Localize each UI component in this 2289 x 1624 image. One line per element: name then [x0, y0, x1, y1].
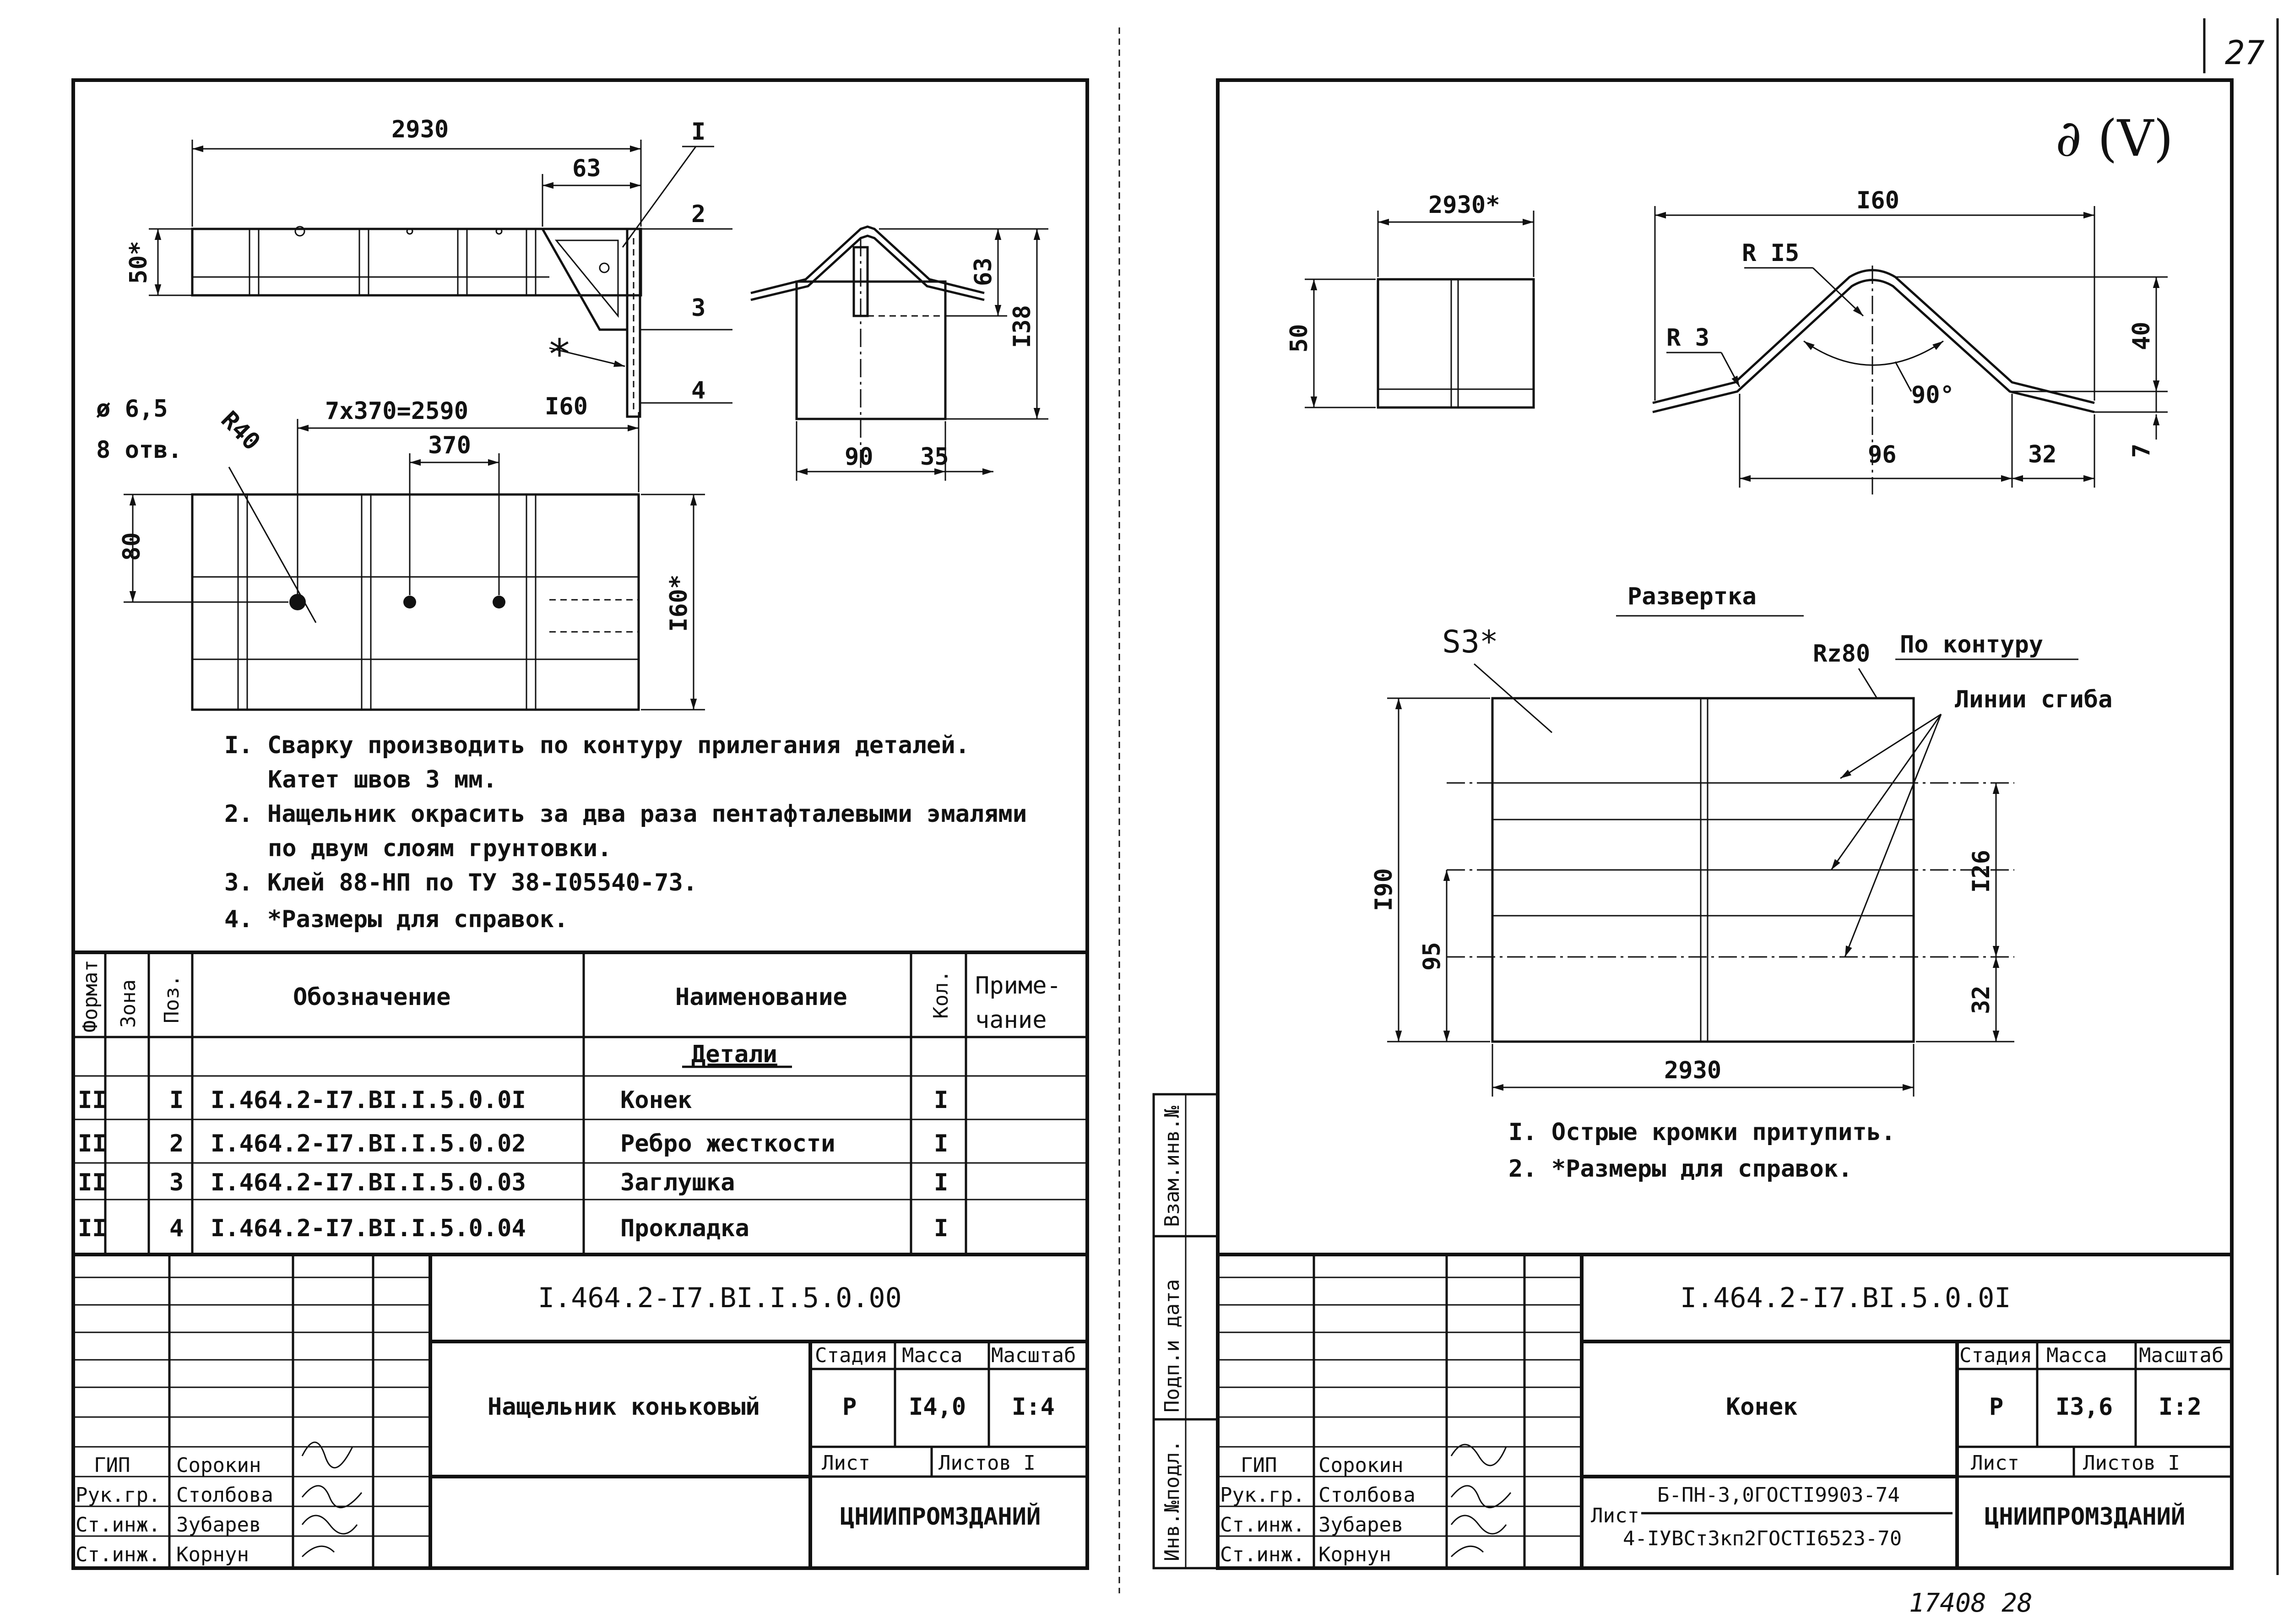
svg-text:Прокладка: Прокладка [620, 1215, 749, 1242]
radius-40: R40 [215, 406, 266, 456]
svg-text:3: 3 [169, 1169, 184, 1196]
dim-32-unfold: 32 [1968, 985, 1995, 1014]
svg-text:II: II [78, 1130, 107, 1157]
svg-text:Столбова: Столбова [176, 1483, 273, 1507]
title-name: Нащельник коньковый [488, 1393, 760, 1421]
material-line-2: 4-IУВСт3кп2ГОСТI6523-70 [1623, 1527, 1902, 1550]
mass-value: I4,0 [909, 1393, 966, 1421]
svg-text:Зубарев: Зубарев [1318, 1513, 1404, 1537]
left-note-4: 4. *Размеры для справок. [224, 906, 569, 933]
svg-text:I: I [169, 1086, 184, 1114]
left-note-1b: Катет швов 3 мм. [268, 766, 497, 793]
footer-note: 17408 28 [1909, 1588, 2033, 1618]
dim-63: 63 [572, 155, 601, 182]
svg-text:II: II [78, 1169, 107, 1196]
svg-text:Конек: Конек [620, 1086, 692, 1114]
hole-count: 8 отв. [96, 436, 182, 464]
svg-text:ГИП: ГИП [94, 1454, 130, 1477]
svg-text:Рук.гр.: Рук.гр. [76, 1483, 161, 1507]
spec-row [78, 1215, 948, 1242]
svg-text:I: I [934, 1086, 949, 1114]
left-note-3: 3. Клей 88-НП по ТУ 38-I05540-73. [224, 869, 698, 896]
left-title-block [73, 1255, 1087, 1568]
org-name: ЦНИИПРОМЗДАНИЙ [840, 1503, 1041, 1531]
radius-3: R 3 [1666, 324, 1709, 352]
scale-label-right: Масштаб [2139, 1344, 2224, 1367]
svg-text:Сорокин: Сорокин [1318, 1454, 1404, 1477]
hole-diameter: ø 6,5 [96, 395, 168, 423]
handwritten-mark: ∂ (V) [2056, 109, 2174, 168]
title-code-right: I.464.2-I7.BI.5.0.0I [1680, 1282, 2011, 1314]
bend-lines-label: Линии сгиба [1955, 686, 2113, 713]
left-note-2: 2. Нащельник окрасить за два раза пентафталевыми эмалями [224, 800, 1027, 828]
dim-7x370: 7x370=2590 [325, 397, 469, 425]
radius-15: R I5 [1742, 239, 1800, 267]
svg-text:Рук.гр.: Рук.гр. [1220, 1483, 1305, 1507]
stage-label-right: Стадия [1959, 1344, 2032, 1367]
spec-row [78, 1169, 948, 1196]
svg-text:Сорокин: Сорокин [176, 1454, 261, 1477]
material-line-1: Б-ПН-3,0ГОСТI9903-74 [1657, 1483, 1900, 1507]
mass-label: Масса [902, 1344, 963, 1367]
dim-80: 80 [118, 532, 146, 561]
scale-label: Масштаб [991, 1344, 1076, 1367]
sheets-label: Листов I [938, 1451, 1036, 1475]
spec-row [78, 1130, 948, 1157]
callout-4: 4 [691, 377, 706, 404]
mass-label-right: Масса [2046, 1344, 2107, 1367]
dim-2930: 2930 [391, 116, 449, 143]
svg-text:Корнун: Корнун [176, 1543, 249, 1566]
dim-40: 40 [2128, 321, 2155, 350]
right-profile-view [1653, 187, 2168, 494]
dim-160-plan: I60 [545, 393, 588, 420]
svg-text:Заглушка: Заглушка [620, 1169, 735, 1196]
dim-50: 50 [1286, 324, 1313, 353]
scale-value: I:4 [1012, 1393, 1055, 1421]
spec-row [78, 1086, 948, 1114]
signature [302, 1442, 362, 1557]
dim-138: I38 [1009, 305, 1036, 348]
angle-90: 90° [1911, 381, 1954, 409]
svg-text:Ст.инж.: Ст.инж. [1220, 1513, 1305, 1537]
svg-text:4: 4 [169, 1215, 184, 1242]
dim-160: I60 [1856, 187, 1899, 214]
title-name-right: Конек [1726, 1393, 1798, 1421]
dim-90: 90 [845, 443, 873, 471]
left-note-2b: по двум слоям грунтовки. [268, 835, 612, 862]
hdr-note2: чание [975, 1006, 1047, 1034]
title-code: I.464.2-I7.BI.I.5.0.00 [538, 1282, 902, 1314]
contour-label: По контуру [1900, 631, 2044, 658]
dim-2930-star: 2930* [1428, 191, 1500, 219]
svg-text:I.464.2-I7.BI.I.5.0.02: I.464.2-I7.BI.I.5.0.02 [211, 1130, 526, 1157]
callout-3: 3 [691, 294, 706, 322]
svg-text:II: II [78, 1086, 107, 1114]
side-label-replace: Взам.инв.№ [1161, 1106, 1184, 1227]
callout-2: 2 [691, 201, 706, 228]
svg-text:Зубарев: Зубарев [176, 1513, 261, 1537]
svg-text:I: I [934, 1130, 949, 1157]
spec-table [73, 952, 1087, 1255]
sheets-label-right: Листов I [2083, 1451, 2180, 1475]
left-notes [224, 732, 1027, 933]
dim-126: I26 [1968, 850, 1995, 893]
roughness: Rz80 [1813, 640, 1871, 668]
page-number: 27 [2225, 33, 2265, 72]
dim-190: I90 [1370, 868, 1398, 911]
hdr-note1: Приме- [975, 972, 1061, 999]
svg-text:I.464.2-I7.BI.I.5.0.04: I.464.2-I7.BI.I.5.0.04 [211, 1215, 526, 1242]
weld-mark: * [547, 331, 572, 379]
stage-label: Стадия [815, 1344, 888, 1367]
side-label-inventory: Инв.№подл. [1161, 1440, 1184, 1561]
right-note-2: 2. *Размеры для справок. [1508, 1155, 1853, 1183]
hdr-pos: Поз. [160, 975, 184, 1023]
svg-text:Корнун: Корнун [1318, 1543, 1391, 1566]
dim-32: 32 [2028, 441, 2057, 468]
right-notes [1508, 1119, 1895, 1183]
unfold-title: Развертка [1627, 583, 1757, 610]
right-note-1: I. Острые кромки притупить. [1508, 1119, 1896, 1146]
right-sheet [1154, 80, 2232, 1568]
svg-text:2: 2 [169, 1130, 184, 1157]
stage-value: Р [842, 1393, 857, 1421]
svg-text:II: II [78, 1215, 107, 1242]
dim-50-star: 50* [125, 241, 152, 284]
right-title-block [1218, 1255, 2232, 1568]
left-front-view [125, 116, 732, 417]
svg-text:Столбова: Столбова [1318, 1483, 1416, 1507]
dim-2930-unfold: 2930 [1664, 1057, 1722, 1084]
side-label-signature: Подп.и дата [1161, 1279, 1184, 1412]
right-unfold-view [1370, 583, 2112, 1097]
svg-text:ГИП: ГИП [1241, 1454, 1277, 1477]
svg-text:Ст.инж.: Ст.инж. [1220, 1543, 1305, 1566]
svg-text:Ст.инж.: Ст.инж. [76, 1513, 161, 1537]
left-sheet [73, 80, 1087, 1568]
svg-text:Ст.инж.: Ст.инж. [76, 1543, 161, 1566]
svg-text:I.464.2-I7.BI.I.5.0.03: I.464.2-I7.BI.I.5.0.03 [211, 1169, 526, 1196]
hdr-name: Наименование [675, 983, 847, 1011]
material-prefix: Лист [1591, 1504, 1639, 1527]
dim-7: 7 [2128, 443, 2155, 458]
left-plan-view [96, 393, 705, 710]
spec-section-title: Детали [691, 1041, 777, 1068]
svg-text:I: I [934, 1169, 949, 1196]
dim-35: 35 [920, 443, 949, 471]
dim-160-star: I60* [665, 574, 693, 632]
sheet-label-right: Лист [1971, 1451, 2019, 1475]
sheet-thickness: S3* [1442, 624, 1498, 660]
hdr-qty: Кол. [929, 970, 953, 1019]
hdr-format: Формат [79, 960, 102, 1032]
dim-95: 95 [1418, 942, 1446, 971]
sheet-label: Лист [822, 1451, 870, 1475]
dim-96: 96 [1868, 441, 1897, 468]
org-name-right: ЦНИИПРОМЗДАНИЙ [1985, 1503, 2186, 1531]
scale-value-right: I:2 [2159, 1393, 2202, 1421]
left-note-1: I. Сварку производить по контуру прилегания деталей. [224, 732, 970, 759]
signature-right [1451, 1445, 1511, 1557]
hdr-designation: Обозначение [293, 983, 451, 1011]
left-profile-view [751, 227, 1048, 481]
dim-370: 370 [428, 432, 471, 459]
callout-1: I [691, 118, 706, 146]
svg-text:I: I [934, 1215, 949, 1242]
stage-value-right: Р [1989, 1393, 2004, 1421]
hdr-zone: Зона [117, 979, 140, 1028]
svg-text:Ребро жесткости: Ребро жесткости [620, 1130, 835, 1157]
mass-value-right: I3,6 [2056, 1393, 2113, 1421]
right-front-view [1286, 191, 1534, 407]
dim-63-profile: 63 [970, 257, 997, 286]
svg-text:I.464.2-I7.BI.I.5.0.0I: I.464.2-I7.BI.I.5.0.0I [211, 1086, 526, 1114]
